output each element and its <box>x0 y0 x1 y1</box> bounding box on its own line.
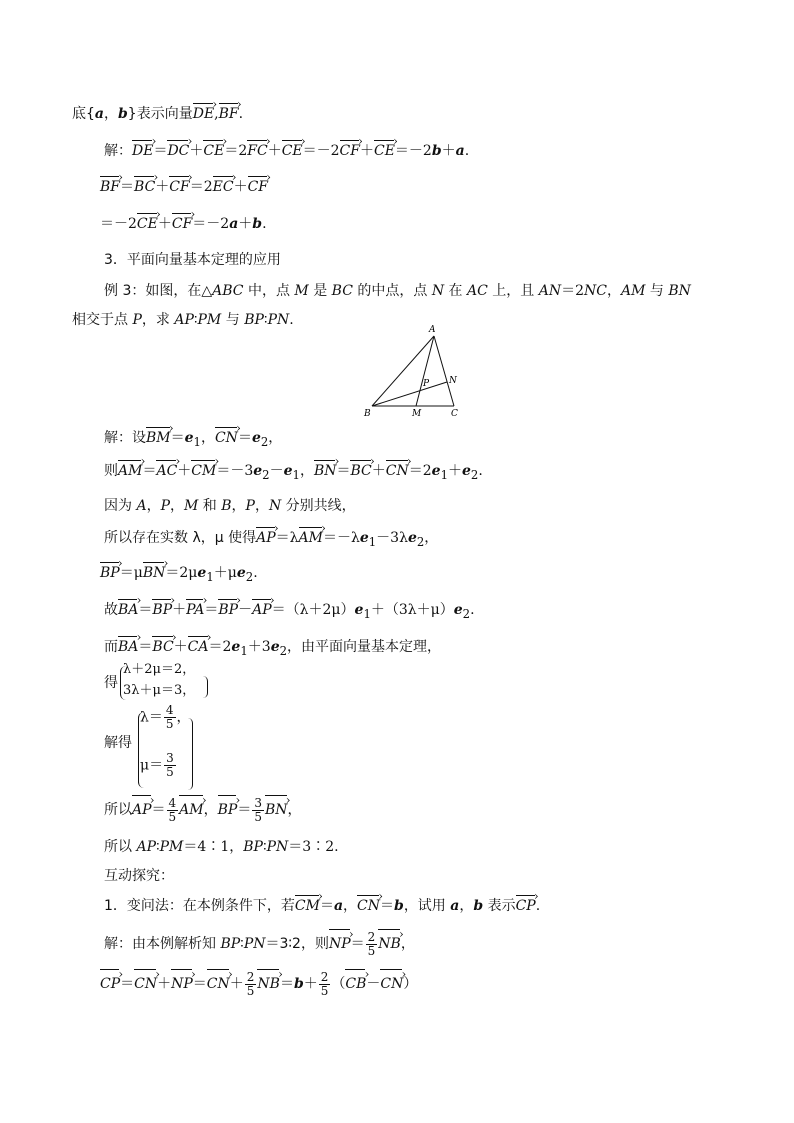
text: ＝ <box>350 936 365 952</box>
text: ＋ <box>371 463 386 479</box>
text: 中，点 <box>243 283 295 299</box>
text: ＝ <box>138 602 153 618</box>
text: ＝－2 <box>394 143 432 159</box>
vector-e: e <box>253 463 263 479</box>
var: ABC <box>212 283 244 299</box>
subscript: 1 <box>206 569 214 584</box>
var: BP <box>243 839 263 855</box>
var: PM <box>159 839 184 855</box>
text: ， <box>104 106 118 122</box>
vector: BP › <box>218 796 238 824</box>
vector: AP › <box>132 796 152 824</box>
text: ＝2 <box>224 143 248 159</box>
numerator: 3 <box>166 751 174 765</box>
vector: PA › <box>186 600 204 620</box>
numerator: 2 <box>246 969 255 984</box>
fraction <box>164 752 176 779</box>
line-BP <box>100 563 258 587</box>
vector: BC › <box>134 177 155 197</box>
text: ＋μ <box>213 565 237 581</box>
vector-e: e <box>453 602 463 618</box>
text: ＝ <box>151 802 166 818</box>
vector-DE: DE › <box>193 104 214 124</box>
vector-e: e <box>270 639 280 655</box>
line-BA-first <box>104 600 475 624</box>
vector: NP › <box>329 930 351 958</box>
numerator: 2 <box>367 929 376 944</box>
text: （ <box>331 976 346 992</box>
vector: CE › <box>282 141 303 161</box>
text: 故 <box>104 602 118 618</box>
text: ＝2 <box>408 463 432 479</box>
var: N <box>268 498 282 514</box>
text: ＝μ <box>119 565 143 581</box>
var: AP <box>136 839 156 855</box>
text: ＋ <box>157 976 172 992</box>
vector: CN › <box>380 970 403 998</box>
denominator: 5 <box>168 809 177 824</box>
vector: BP › <box>218 600 238 620</box>
text: ， <box>268 430 283 446</box>
denominator: 5 <box>165 717 174 731</box>
text: . <box>289 312 294 328</box>
subscript: 2 <box>462 606 471 621</box>
var: P <box>160 498 170 514</box>
text: 而 <box>104 639 118 655</box>
text: ＋ <box>155 179 170 195</box>
vector: BF › <box>100 177 120 197</box>
numerator: 4 <box>165 703 174 717</box>
text: － <box>366 976 381 992</box>
vector-b: b <box>118 106 128 122</box>
vector: CN › <box>357 896 380 916</box>
denominator: 5 <box>254 809 262 824</box>
vector-a: a <box>94 106 104 122</box>
text: ＝2 <box>208 639 232 655</box>
triangle-figure <box>360 322 470 420</box>
vector: FC › <box>247 141 267 161</box>
vector: NB › <box>378 930 401 958</box>
var: AC <box>466 283 488 299</box>
text: 和 <box>198 498 222 514</box>
solution-lambda <box>140 704 191 731</box>
text: ＋（3λ＋μ） <box>370 602 454 618</box>
label-C: C <box>451 409 458 419</box>
text: . <box>478 463 483 479</box>
vector: AP › <box>252 600 272 620</box>
text: ＝（λ＋2μ） <box>271 602 355 618</box>
vector: BP › <box>152 600 172 620</box>
line-AP <box>104 528 438 552</box>
line-variant-question <box>104 896 540 916</box>
text: 则 <box>104 463 118 479</box>
vector-a: a <box>229 216 239 232</box>
text: ＋ <box>233 179 248 195</box>
text: 因为 <box>104 498 137 514</box>
solution-mu <box>140 752 177 779</box>
text: ， <box>200 430 215 446</box>
text: －3λ <box>376 530 408 546</box>
text: ＝2μ <box>165 565 198 581</box>
text: ， <box>606 283 621 299</box>
right-brace <box>203 676 208 698</box>
vector-a: a <box>450 898 460 914</box>
text: ＝2 <box>561 283 585 299</box>
vector: CF › <box>340 141 360 161</box>
line-variant-solution <box>104 930 415 958</box>
text: ， <box>424 530 439 546</box>
label-M: M <box>412 409 422 419</box>
subscript: 2 <box>260 434 269 449</box>
text: ＋ <box>447 463 462 479</box>
vector: CN › <box>207 970 230 998</box>
vector: NP › <box>171 970 193 998</box>
text: ＝ <box>170 430 185 446</box>
vector: CB › <box>345 970 366 998</box>
line-ratio-result <box>104 837 339 857</box>
text: ＝λ <box>275 530 299 546</box>
text: ＋ <box>173 639 188 655</box>
text: ＝ <box>138 639 153 655</box>
text: ＝ <box>120 976 135 992</box>
vector: BN › <box>143 563 166 583</box>
fraction <box>252 797 264 824</box>
text: . <box>253 565 258 581</box>
text: . <box>470 602 475 618</box>
fraction <box>167 797 179 824</box>
text: 与 <box>221 312 245 328</box>
vector: CM › <box>295 896 320 916</box>
text: ＋ <box>229 976 244 992</box>
text: μ＝ <box>140 757 164 774</box>
subscript: 2 <box>279 643 288 658</box>
label-A: A <box>429 325 436 335</box>
line-BF <box>100 177 268 197</box>
text: ＋ <box>189 143 204 159</box>
text: ∶ <box>240 936 244 952</box>
vector: CA › <box>188 637 209 657</box>
vector: BA › <box>118 600 138 620</box>
text: 例 3：如图，在△ <box>104 283 213 299</box>
text: ） <box>403 976 418 992</box>
text: ， <box>287 802 302 818</box>
subscript: 1 <box>193 434 201 449</box>
vector: AM › <box>299 528 323 548</box>
text: ＝ <box>237 430 252 446</box>
vector-e: e <box>184 430 194 446</box>
text: . <box>464 143 470 159</box>
vector: CE › <box>374 141 395 161</box>
text: 得 <box>104 675 118 691</box>
label-N: N <box>449 376 457 386</box>
text: 上，且 <box>487 283 539 299</box>
subscript: 2 <box>416 534 425 549</box>
vector: CF › <box>169 177 189 197</box>
vector-e: e <box>359 530 369 546</box>
denominator: 5 <box>166 765 174 779</box>
var: AN <box>538 283 562 299</box>
subscript: 2 <box>470 467 479 482</box>
var: BP <box>244 312 264 328</box>
text: 分别共线， <box>281 498 356 514</box>
var: N <box>431 283 445 299</box>
text: 是 <box>308 283 332 299</box>
text: ＝ <box>192 976 207 992</box>
text: ＝3∶2，则 <box>265 936 329 952</box>
vector: AC › <box>156 461 177 481</box>
text: ＋ <box>238 216 253 232</box>
fraction <box>366 931 378 958</box>
equation-row: λ＋2μ＝2， <box>123 662 196 677</box>
vector: AM › <box>118 461 142 481</box>
text: ＝－2 <box>100 216 137 232</box>
vector: CE › <box>137 214 158 234</box>
text: 在 <box>444 283 467 299</box>
vector-e: e <box>197 565 207 581</box>
vector: BM › <box>146 428 171 448</box>
vector: CP › <box>100 970 120 998</box>
text: ∶ <box>155 839 160 855</box>
line-basis <box>72 104 243 124</box>
text: ＝－2 <box>302 143 340 159</box>
line-solution-DE <box>104 141 469 161</box>
text: ， <box>231 498 246 514</box>
vector-a: a <box>333 898 344 914</box>
text: 所以存在实数 λ，μ 使得 <box>104 530 257 546</box>
vector-e: e <box>236 565 246 581</box>
vector-b: b <box>473 898 484 914</box>
example-statement <box>104 281 691 301</box>
vector-b: b <box>394 898 404 914</box>
text: ， <box>146 498 161 514</box>
vector: DC › <box>167 141 189 161</box>
text: 所以 <box>104 802 132 818</box>
text: － <box>238 602 253 618</box>
text: 表示 <box>483 898 516 914</box>
subscript: 2 <box>245 569 254 584</box>
var: BN <box>668 283 691 299</box>
text: ＝ <box>153 143 168 159</box>
fraction <box>319 971 331 998</box>
text: ＝ <box>237 802 252 818</box>
text: 解：由本例解析知 <box>104 936 221 952</box>
line-CP <box>100 970 417 998</box>
vector-b: b <box>252 216 263 232</box>
text: 1．变问法：在本例条件下，若 <box>104 898 295 914</box>
line-ratios-vec <box>104 796 302 824</box>
vector: AP › <box>256 528 276 548</box>
text: ＝3∶2. <box>288 839 339 855</box>
vector: CN › <box>215 428 238 448</box>
section-interactive: 互动探究： <box>104 868 174 884</box>
text: ， <box>254 498 269 514</box>
text: ＝ <box>336 463 351 479</box>
text: ＋3 <box>247 639 271 655</box>
text: ＝4∶1， <box>183 839 244 855</box>
var: PM <box>197 312 222 328</box>
text: 的中点，点 <box>352 283 432 299</box>
text: ＝2 <box>189 179 213 195</box>
denominator: 5 <box>367 943 376 958</box>
vector: BA › <box>118 637 138 657</box>
vector: CN › <box>134 970 157 998</box>
fraction <box>164 704 176 731</box>
numerator: 4 <box>168 795 177 810</box>
text: ， <box>176 709 191 726</box>
var: PN <box>266 839 289 855</box>
subscript: 1 <box>368 534 377 549</box>
var: M <box>294 283 309 299</box>
vector: CF › <box>172 214 192 234</box>
line-BA-second <box>104 637 441 661</box>
text: ＋ <box>267 143 282 159</box>
text: ∶ <box>262 839 267 855</box>
text: ∶ <box>193 312 198 328</box>
numerator: 2 <box>320 969 329 984</box>
var: B <box>221 498 232 514</box>
vector: BN › <box>314 461 337 481</box>
text: ，求 <box>141 312 175 328</box>
vector: BC › <box>350 461 371 481</box>
subscript: 1 <box>440 467 448 482</box>
vector-a: a <box>455 143 465 159</box>
vector: CE › <box>203 141 224 161</box>
var: M <box>184 498 199 514</box>
numerator: 3 <box>254 795 262 810</box>
text: ， <box>343 898 358 914</box>
vector-e: e <box>431 463 441 479</box>
var: AP <box>174 312 194 328</box>
text: ＝－λ <box>322 530 360 546</box>
vector-e: e <box>407 530 417 546</box>
line-set-basis <box>104 428 282 452</box>
vector: BP › <box>100 563 120 583</box>
vector-e: e <box>354 602 364 618</box>
vector-b: b <box>431 143 442 159</box>
text: 底{ <box>72 106 95 122</box>
side-AC <box>434 336 454 406</box>
text: ， <box>170 498 184 514</box>
text: 解：设 <box>104 430 146 446</box>
var: P <box>132 312 142 328</box>
right-brace <box>188 718 193 790</box>
subscript: 1 <box>292 467 300 482</box>
text: ， <box>459 898 474 914</box>
text: ＝－2 <box>192 216 230 232</box>
subscript: 2 <box>262 467 270 482</box>
text: ＝ <box>120 179 135 195</box>
text: ＝ <box>380 898 395 914</box>
subscript: 1 <box>363 606 371 621</box>
text: ， <box>203 802 218 818</box>
text: , <box>214 106 219 122</box>
text: 相交于点 <box>72 312 133 328</box>
text: 与 <box>645 283 669 299</box>
vector: DE › <box>132 141 153 161</box>
text: ＋ <box>172 602 187 618</box>
vector-b: b <box>293 976 304 992</box>
vector: CP › <box>516 896 536 916</box>
text: ＋ <box>359 143 374 159</box>
equation-row: 3λ＋μ＝3， <box>123 683 196 698</box>
vector-BF: BF › <box>219 104 239 124</box>
text: ，试用 <box>403 898 451 914</box>
label-B: B <box>364 409 371 419</box>
vector: AM › <box>179 796 203 824</box>
text: ＝ <box>204 602 219 618</box>
var: BC <box>331 283 353 299</box>
var: A <box>136 498 147 514</box>
text: ，由平面向量基本定理， <box>287 639 442 655</box>
subscript: 1 <box>240 643 248 658</box>
label-P: P <box>423 379 430 389</box>
text: }表示向量 <box>127 106 193 122</box>
text: ＋ <box>441 143 456 159</box>
text: 所以 <box>104 839 137 855</box>
text: ， <box>400 936 415 952</box>
vector-e: e <box>231 639 241 655</box>
denominator: 5 <box>246 983 255 998</box>
line-collinear <box>104 496 356 516</box>
denominator: 5 <box>320 983 329 998</box>
var: BP <box>220 936 241 952</box>
fraction <box>245 971 257 998</box>
text: ＋ <box>177 463 192 479</box>
text: 解： <box>104 143 132 159</box>
vector-e: e <box>251 430 261 446</box>
text: 解得 <box>104 735 132 751</box>
var: PN <box>243 936 266 952</box>
vector: NB › <box>257 970 280 998</box>
text: ＋ <box>303 976 318 992</box>
text: . <box>262 216 267 232</box>
text: ＋ <box>157 216 172 232</box>
text: λ＝ <box>140 709 163 726</box>
line-AM-BN <box>104 461 483 485</box>
var: P <box>245 498 255 514</box>
text: ＝ <box>142 463 157 479</box>
vector-e: e <box>283 463 293 479</box>
vector-e: e <box>461 463 471 479</box>
text: ＝ <box>319 898 334 914</box>
vector: EC › <box>213 177 234 197</box>
var: NC <box>584 283 607 299</box>
text: ＝－3 <box>216 463 254 479</box>
vector: CF › <box>248 177 268 197</box>
text: ∶ <box>263 312 268 328</box>
vector: BC › <box>152 637 173 657</box>
line-BF-continued <box>100 214 267 234</box>
vector: CM › <box>191 461 216 481</box>
vector: CN › <box>386 461 409 481</box>
vector: BN › <box>265 796 288 824</box>
text: ＝ <box>279 976 294 992</box>
var: AM <box>620 283 646 299</box>
text: － <box>269 463 284 479</box>
var: PN <box>267 312 290 328</box>
text: . <box>238 106 244 122</box>
text: ， <box>299 463 314 479</box>
text: . <box>535 898 541 914</box>
example-statement-cont <box>72 310 294 330</box>
section-heading: 3．平面向量基本定理的应用 <box>104 252 281 268</box>
